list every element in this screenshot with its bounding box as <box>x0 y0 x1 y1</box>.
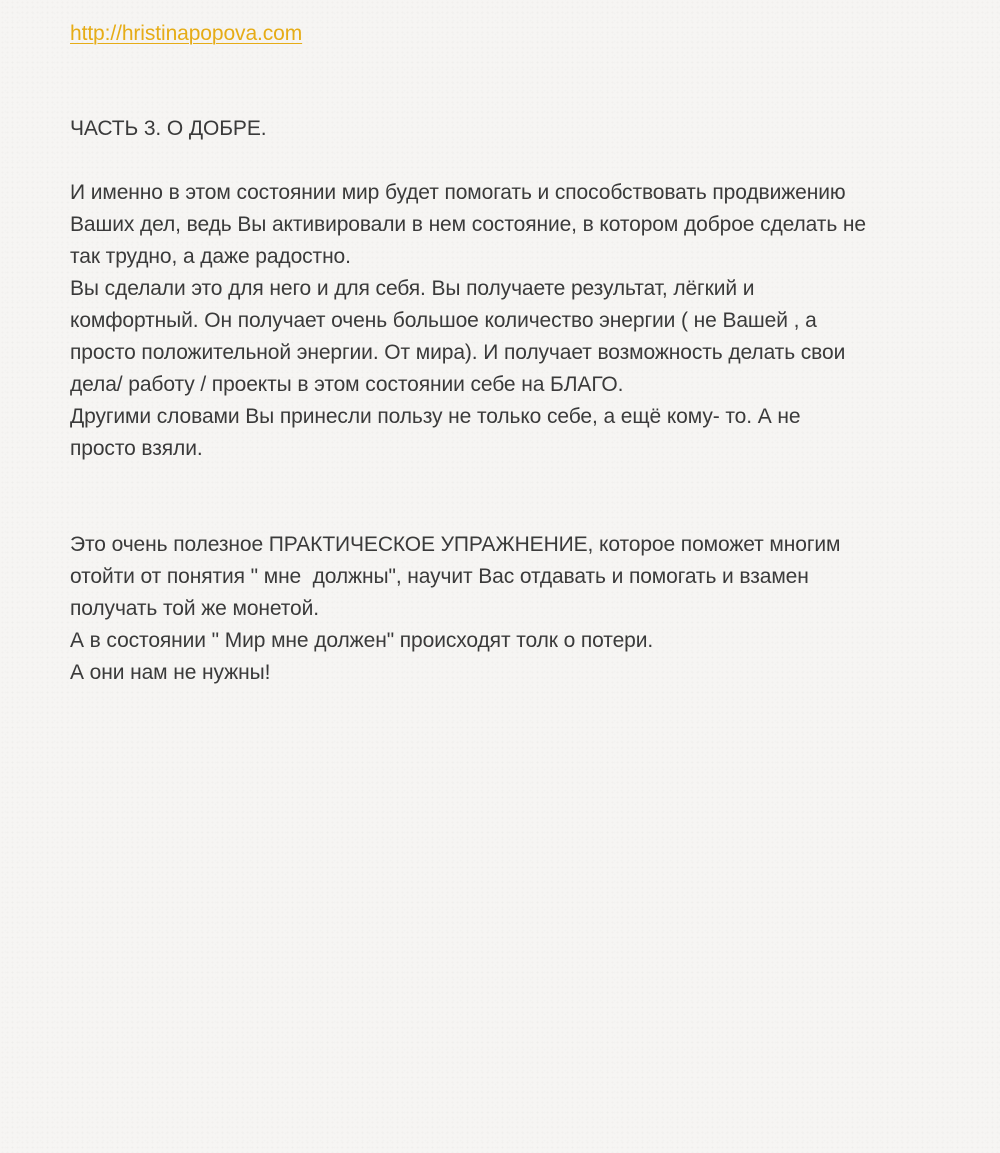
blank-line <box>70 145 950 177</box>
note-heading: ЧАСТЬ 3. О ДОБРЕ. <box>70 117 267 140</box>
text-line: получать той же монетой. <box>70 597 320 620</box>
text-line: просто взяли. <box>70 437 203 460</box>
text-line: А в состоянии " Мир мне должен" происходят толк о потери. <box>70 629 654 652</box>
text-line: просто положительной энергии. От мира). И получает возможность делать свои <box>70 341 846 364</box>
blank-lines <box>70 465 950 529</box>
text-line: Другими словами Вы принесли пользу не только себе, а ещё кому- то. А не <box>70 405 801 428</box>
text-line: так трудно, а даже радостно. <box>70 245 351 268</box>
text-line: отойти от понятия " мне должны", научит Вас отдавать и помогать и взамен <box>70 565 809 588</box>
paragraph-2 <box>70 529 950 689</box>
text-line: Это очень полезное ПРАКТИЧЕСКОЕ УПРАЖНЕНИЕ, которое поможет многим <box>70 533 841 556</box>
note-content <box>70 18 950 689</box>
text-line: Вы сделали это для него и для себя. Вы получаете результат, лёгкий и <box>70 277 755 300</box>
text-line: комфортный. Он получает очень большое количество энергии ( не Вашей , а <box>70 309 817 332</box>
text-line: Ваших дел, ведь Вы активировали в нем состояние, в котором доброе сделать не <box>70 213 866 236</box>
paragraph-1 <box>70 177 950 465</box>
text-line: дела/ работу / проекты в этом состоянии себе на БЛАГО. <box>70 373 624 396</box>
website-link[interactable]: http://hristinapopova.com <box>70 22 303 45</box>
text-line: А они нам не нужны! <box>70 661 271 684</box>
text-line: И именно в этом состоянии мир будет помогать и способствовать продвижению <box>70 181 846 204</box>
